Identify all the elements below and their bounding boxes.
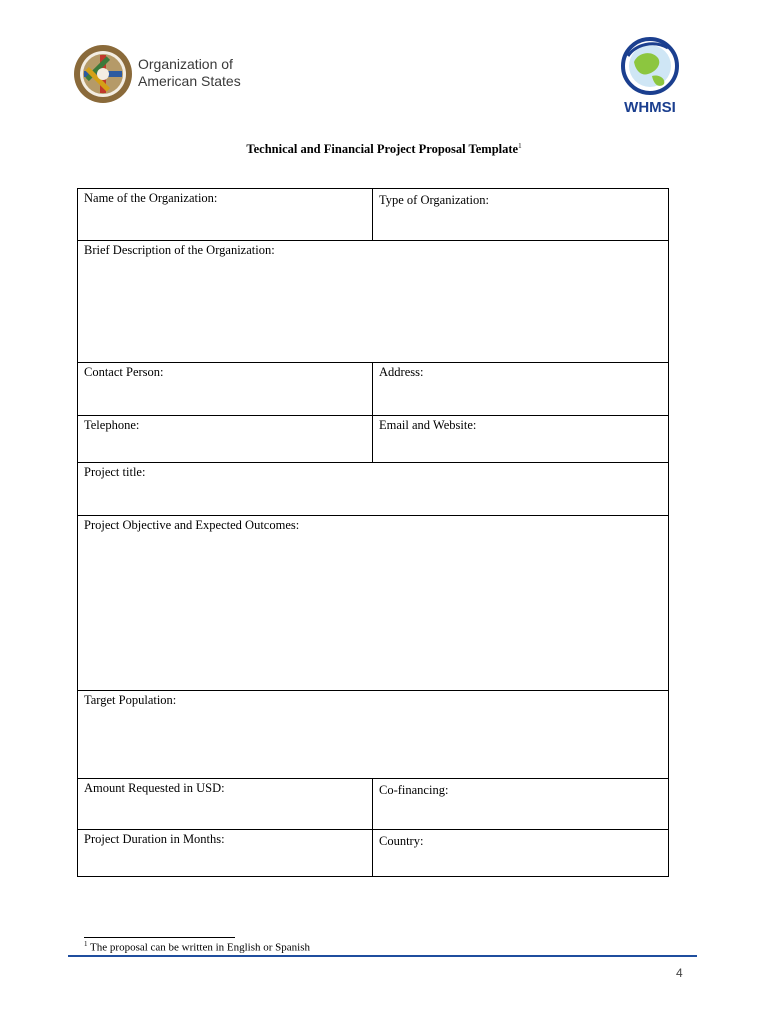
form-row [78, 363, 669, 416]
duration-cell[interactable] [78, 830, 373, 877]
document-title-text: Technical and Financial Project Proposal Template [246, 142, 519, 157]
project-title-label: Project title: [84, 465, 146, 479]
amount-requested-cell[interactable] [78, 779, 373, 830]
form-row [78, 189, 669, 241]
target-population-cell[interactable] [78, 691, 669, 779]
amount-requested-label: Amount Requested in USD: [84, 781, 225, 795]
proposal-form-table [77, 188, 669, 877]
form-row [78, 779, 669, 830]
co-financing-cell[interactable] [373, 779, 669, 830]
oas-name-line1: Organization of [138, 56, 233, 72]
address-label: Address: [379, 365, 424, 379]
oas-name [138, 56, 241, 90]
title-footnote-marker: 1 [518, 142, 522, 150]
org-type-label: Type of Organization: [379, 193, 489, 207]
project-title-cell[interactable] [78, 463, 669, 516]
footnote-text: The proposal can be written in English or Spanish [87, 941, 311, 954]
document-title [0, 142, 768, 157]
form-row [78, 691, 669, 779]
org-description-cell[interactable] [78, 241, 669, 363]
whmsi-logo [612, 36, 688, 118]
form-row [78, 516, 669, 691]
form-row [78, 830, 669, 877]
page-number: 4 [676, 966, 683, 980]
contact-person-cell[interactable] [78, 363, 373, 416]
co-financing-label: Co-financing: [379, 783, 449, 797]
duration-label: Project Duration in Months: [84, 832, 225, 846]
oas-seal-logo [73, 44, 133, 104]
org-description-label: Brief Description of the Organization: [84, 243, 275, 257]
form-row [78, 241, 669, 363]
footnote [84, 940, 310, 954]
org-name-label: Name of the Organization: [84, 191, 218, 205]
whmsi-logo-text: WHMSI [624, 99, 676, 116]
address-cell[interactable] [373, 363, 669, 416]
footnote-marker: 1 [84, 940, 88, 948]
footer-rule [68, 955, 697, 957]
target-population-label: Target Population: [84, 693, 177, 707]
form-row [78, 416, 669, 463]
org-type-cell[interactable] [373, 189, 669, 241]
country-cell[interactable] [373, 830, 669, 877]
email-website-label: Email and Website: [379, 418, 477, 432]
objective-cell[interactable] [78, 516, 669, 691]
form-row [78, 463, 669, 516]
email-website-cell[interactable] [373, 416, 669, 463]
org-name-cell[interactable] [78, 189, 373, 241]
footnote-separator [84, 937, 235, 938]
telephone-label: Telephone: [84, 418, 140, 432]
country-label: Country: [379, 834, 424, 848]
oas-name-line2: American States [138, 73, 241, 89]
objective-label: Project Objective and Expected Outcomes: [84, 518, 300, 532]
telephone-cell[interactable] [78, 416, 373, 463]
contact-person-label: Contact Person: [84, 365, 164, 379]
